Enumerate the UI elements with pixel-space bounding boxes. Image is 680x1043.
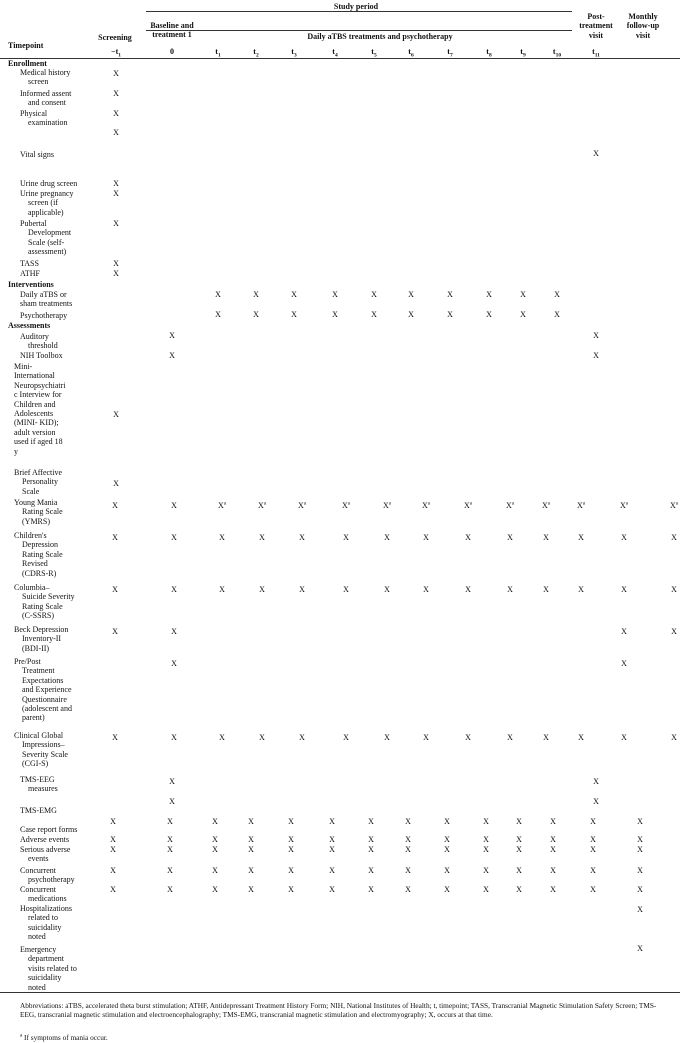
mark-x: X <box>483 885 489 894</box>
row-label: Case report forms <box>20 825 78 834</box>
row-label: Serious adverse events <box>20 845 71 864</box>
mark-x: X <box>343 585 349 594</box>
mark-x: X <box>291 290 297 299</box>
mark-x: X <box>112 627 118 636</box>
mark-x: X <box>507 585 513 594</box>
mark-x: X <box>593 351 599 360</box>
mark-x: X <box>483 817 489 826</box>
mark-x: X <box>550 885 556 894</box>
mark-x: X <box>621 733 627 742</box>
mark-x: X <box>259 533 265 542</box>
row-label: Young Mania Rating Scale (YMRS) <box>14 498 63 526</box>
timepoint-label: $t_5$ <box>371 47 377 59</box>
row-label: Concurrent medications <box>20 885 67 904</box>
mark-x: X <box>215 290 221 299</box>
mark-x: X <box>219 733 225 742</box>
mark-x: X <box>486 290 492 299</box>
mark-x: X <box>520 310 526 319</box>
row-label: Hospitalizations related to suicidality noted <box>20 904 72 942</box>
mark-x: X <box>113 109 119 118</box>
mark-x: X <box>329 866 335 875</box>
mark-x: $X^a$ <box>217 501 227 510</box>
mark-x: X <box>465 585 471 594</box>
mark-x: X <box>329 835 335 844</box>
mark-x: X <box>621 585 627 594</box>
study-period-header: Study period <box>333 2 379 11</box>
mark-x: X <box>590 835 596 844</box>
mark-x: X <box>578 585 584 594</box>
mark-x: X <box>113 219 119 228</box>
mark-x: X <box>368 845 374 854</box>
mark-x: X <box>550 845 556 854</box>
mark-x: $X^a$ <box>576 501 586 510</box>
mark-x: X <box>405 845 411 854</box>
rule <box>0 58 680 59</box>
mark-x: X <box>113 269 119 278</box>
mark-x: X <box>288 845 294 854</box>
mark-x: X <box>444 835 450 844</box>
mark-x: $X^a$ <box>297 501 307 510</box>
mark-x: X <box>516 845 522 854</box>
timepoint-label: $t_{11}$ <box>592 47 600 59</box>
timepoint-label: $-t_1$ <box>111 47 121 59</box>
mark-x: X <box>259 733 265 742</box>
mark-x: X <box>169 797 175 806</box>
rule <box>146 30 572 31</box>
mark-x: X <box>112 585 118 594</box>
mark-x: X <box>444 885 450 894</box>
mark-x: X <box>171 533 177 542</box>
mark-x: X <box>593 149 599 158</box>
monthly-header: Monthly follow-up visit <box>626 12 660 40</box>
mark-x: X <box>299 533 305 542</box>
timepoint-label: $t_4$ <box>332 47 338 59</box>
mark-x: X <box>299 585 305 594</box>
timepoint-label: $t_6$ <box>408 47 414 59</box>
mark-x: X <box>368 817 374 826</box>
daily-header: Daily aTBS treatments and psychotherapy <box>307 32 453 41</box>
timepoint-label: $t_8$ <box>486 47 492 59</box>
mark-x: X <box>671 733 677 742</box>
mark-x: X <box>550 817 556 826</box>
mark-x: X <box>215 310 221 319</box>
mark-x: X <box>110 845 116 854</box>
mark-x: X <box>248 845 254 854</box>
mark-x: X <box>637 885 643 894</box>
mark-x: X <box>368 835 374 844</box>
mark-x: X <box>554 290 560 299</box>
mark-x: $X^a$ <box>257 501 267 510</box>
mark-x: X <box>113 69 119 78</box>
row-label: Pubertal Development Scale (self- assessment) <box>20 219 72 257</box>
mark-x: X <box>671 627 677 636</box>
mark-x: X <box>590 885 596 894</box>
mark-x: X <box>212 845 218 854</box>
timepoint-label: $t_3$ <box>291 47 297 59</box>
mark-x: X <box>248 817 254 826</box>
timepoint-label: $t_{10}$ <box>552 47 562 59</box>
mark-x: X <box>621 533 627 542</box>
mark-x: X <box>483 835 489 844</box>
mark-x: X <box>590 845 596 854</box>
mark-x: X <box>408 310 414 319</box>
mark-x: X <box>169 331 175 340</box>
mark-x: X <box>543 533 549 542</box>
mark-x: X <box>171 585 177 594</box>
mark-x: X <box>554 310 560 319</box>
mark-x: X <box>299 733 305 742</box>
mark-x: $X^a$ <box>505 501 515 510</box>
mark-x: X <box>516 817 522 826</box>
mark-x: X <box>637 905 643 914</box>
mark-x: X <box>593 331 599 340</box>
row-label: TASS <box>20 259 39 268</box>
section-enrollment: Enrollment <box>8 59 47 68</box>
timepoint-label: $t_9$ <box>520 47 526 59</box>
row-label: Emergency department visits related to suicidality noted <box>20 945 77 992</box>
row-label: Pre/Post Treatment Expectations and Experience Questionnaire (adolescent and parent) <box>14 657 72 723</box>
mark-x: $X^a$ <box>421 501 431 510</box>
mark-x: X <box>483 866 489 875</box>
mark-x: X <box>110 885 116 894</box>
mark-x: X <box>212 817 218 826</box>
mark-x: X <box>112 733 118 742</box>
mark-x: X <box>113 410 119 419</box>
timepoint-label: 0 <box>170 47 174 56</box>
mark-x: X <box>465 733 471 742</box>
timepoint-label: $t_2$ <box>253 47 259 59</box>
mark-x: X <box>253 290 259 299</box>
mark-x: X <box>253 310 259 319</box>
mark-x: X <box>520 290 526 299</box>
mark-x: X <box>368 866 374 875</box>
mark-x: X <box>288 835 294 844</box>
mark-x: X <box>486 310 492 319</box>
mark-x: X <box>423 533 429 542</box>
mark-x: $X^a$ <box>341 501 351 510</box>
mark-x: X <box>329 885 335 894</box>
row-label: ATHF <box>20 269 41 278</box>
rule <box>0 992 680 993</box>
mark-x: X <box>637 944 643 953</box>
mark-x: X <box>171 501 177 510</box>
mark-x: X <box>550 835 556 844</box>
mark-x: X <box>288 866 294 875</box>
mark-x: X <box>171 659 177 668</box>
mark-x: X <box>167 885 173 894</box>
mark-x: X <box>212 885 218 894</box>
mark-x: X <box>113 479 119 488</box>
mark-x: X <box>593 797 599 806</box>
mark-x: X <box>167 845 173 854</box>
mark-x: X <box>332 290 338 299</box>
mark-x: X <box>110 817 116 826</box>
mark-x: X <box>550 866 556 875</box>
mark-x: X <box>384 533 390 542</box>
footnote-abbreviations: Abbreviations: aTBS, accelerated theta burst stimulation; ATHF, Antidepressant Treatment History Form; NIH, National Institutes of Health; t, timepoint; TASS, Transcranial Magnetic Stimulation Safety Screen; TMS-EEG, transcranial magnetic stimulation and electroencephalography; TMS-EMG, transcranial magnetic stimulation and electromyography; X, occurs at that time. <box>20 1001 657 1019</box>
mark-x: X <box>368 885 374 894</box>
row-label: Brief Affective Personality Scale <box>14 468 63 496</box>
row-label: Columbia– Suicide Severity Rating Scale (C-SSRS) <box>14 583 75 621</box>
mark-x: X <box>507 733 513 742</box>
mark-x: X <box>171 627 177 636</box>
mark-x: X <box>423 585 429 594</box>
mark-x: X <box>516 885 522 894</box>
mark-x: X <box>113 259 119 268</box>
mark-x: X <box>405 866 411 875</box>
mark-x: $X^a$ <box>541 501 551 510</box>
mark-x: X <box>507 533 513 542</box>
mark-x: X <box>465 533 471 542</box>
row-label: Adverse events <box>20 835 70 844</box>
row-label: Physical examination <box>20 109 68 128</box>
mark-x: X <box>212 835 218 844</box>
post-treatment-header: Post- treatment visit <box>579 12 613 40</box>
mark-x: X <box>621 627 627 636</box>
mark-x: X <box>259 585 265 594</box>
mark-x: X <box>291 310 297 319</box>
mark-x: X <box>590 817 596 826</box>
baseline-header: Baseline and treatment 1 <box>150 21 194 40</box>
timepoint-header: Timepoint <box>8 41 44 50</box>
screening-header: Screening <box>98 33 132 42</box>
mark-x: X <box>543 585 549 594</box>
mark-x: X <box>621 659 627 668</box>
mark-x: X <box>113 128 119 137</box>
row-label: Beck Depression Inventory-II (BDI-II) <box>14 625 69 653</box>
mark-x: X <box>578 533 584 542</box>
mark-x: X <box>248 835 254 844</box>
mark-x: X <box>405 817 411 826</box>
mark-x: X <box>171 733 177 742</box>
row-label: Daily aTBS or sham treatments <box>20 290 73 309</box>
mark-x: X <box>169 351 175 360</box>
mark-x: $X^a$ <box>669 501 679 510</box>
row-label: Vital signs <box>20 150 54 159</box>
mark-x: X <box>671 585 677 594</box>
mark-x: $X^a$ <box>619 501 629 510</box>
mark-x: X <box>423 733 429 742</box>
mark-x: X <box>167 817 173 826</box>
row-label: Mini- International Neuropsychiatri c Interview for Children and Adolescents (MINI- KID); adult version used if aged 18 y <box>14 362 66 456</box>
mark-x: X <box>248 885 254 894</box>
mark-x: X <box>332 310 338 319</box>
mark-x: X <box>516 835 522 844</box>
mark-x: X <box>112 533 118 542</box>
mark-x: X <box>408 290 414 299</box>
row-label: Urine drug screen <box>20 179 78 188</box>
mark-x: X <box>113 179 119 188</box>
mark-x: X <box>405 835 411 844</box>
mark-x: X <box>444 866 450 875</box>
mark-x: X <box>288 885 294 894</box>
mark-x: X <box>371 310 377 319</box>
section-interventions: Interventions <box>8 280 54 289</box>
mark-x: X <box>637 845 643 854</box>
mark-x: X <box>113 89 119 98</box>
mark-x: X <box>637 835 643 844</box>
mark-x: X <box>288 817 294 826</box>
mark-x: X <box>169 777 175 786</box>
row-label: Children's Depression Rating Scale Revised (CDRS-R) <box>14 531 63 578</box>
row-label: Auditory threshold <box>20 332 58 351</box>
mark-x: X <box>329 817 335 826</box>
mark-x: X <box>371 290 377 299</box>
mark-x: X <box>113 189 119 198</box>
timepoint-label: $t_7$ <box>447 47 453 59</box>
mark-x: $X^a$ <box>463 501 473 510</box>
row-label: TMS-EEG measures <box>20 775 58 794</box>
mark-x: X <box>590 866 596 875</box>
mark-x: X <box>219 533 225 542</box>
mark-x: X <box>444 845 450 854</box>
mark-x: $X^a$ <box>382 501 392 510</box>
mark-x: X <box>219 585 225 594</box>
row-label: Clinical Global Impressions– Severity Scale (CGI-S) <box>14 731 68 769</box>
mark-x: X <box>343 533 349 542</box>
mark-x: X <box>516 866 522 875</box>
mark-x: X <box>384 585 390 594</box>
mark-x: X <box>447 310 453 319</box>
mark-x: X <box>384 733 390 742</box>
row-label: Urine pregnancy screen (if applicable) <box>20 189 74 217</box>
mark-x: X <box>167 866 173 875</box>
mark-x: X <box>637 817 643 826</box>
mark-x: X <box>167 835 173 844</box>
mark-x: X <box>343 733 349 742</box>
mark-x: X <box>671 533 677 542</box>
row-label: Medical history screen <box>20 68 71 87</box>
mark-x: X <box>483 845 489 854</box>
mark-x: X <box>329 845 335 854</box>
mark-x: X <box>447 290 453 299</box>
mark-x: X <box>110 835 116 844</box>
row-label: Concurrent psychotherapy <box>20 866 75 885</box>
row-label: NIH Toolbox <box>20 351 63 360</box>
mark-x: X <box>248 866 254 875</box>
row-label: Psychotherapy <box>20 311 68 320</box>
mark-x: X <box>637 866 643 875</box>
mark-x: X <box>444 817 450 826</box>
footnote-mania: $^a$ If symptoms of mania occur. <box>20 1033 108 1042</box>
mark-x: X <box>593 777 599 786</box>
row-label: TMS-EMG <box>20 806 57 815</box>
mark-x: X <box>110 866 116 875</box>
mark-x: X <box>578 733 584 742</box>
section-assessments: Assessments <box>8 321 51 330</box>
timepoint-label: $t_1$ <box>215 47 221 59</box>
mark-x: X <box>543 733 549 742</box>
mark-x: X <box>405 885 411 894</box>
mark-x: X <box>212 866 218 875</box>
row-label: Informed assent and consent <box>20 89 72 108</box>
mark-x: X <box>112 501 118 510</box>
